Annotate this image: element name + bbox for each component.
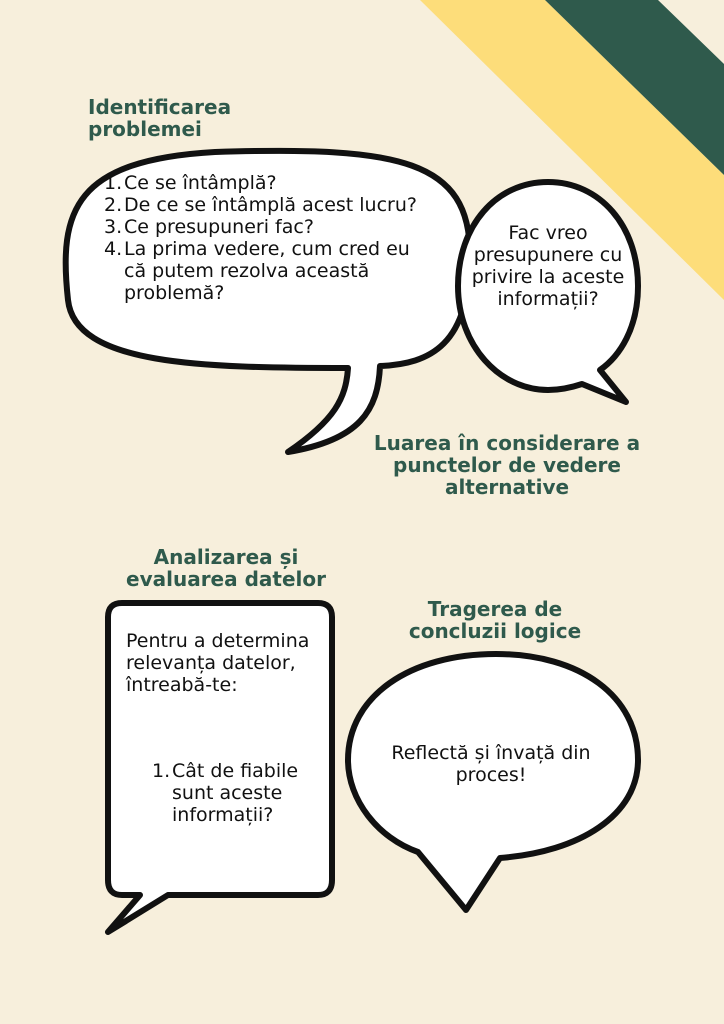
heading-analyze-data: Analizarea și evaluarea datelor	[126, 545, 326, 591]
list-item: 4. La prima vedere, cum cred eu că putem rezolva această problemă?	[104, 238, 410, 304]
list-item: 3. Ce presupuneri fac?	[104, 216, 314, 238]
analyze-questions-list	[152, 760, 324, 826]
heading-alternative-viewpoints: Luarea în considerare a punctelor de vedere alternative	[373, 431, 641, 499]
list-item: 2. De ce se întâmplă acest lucru?	[104, 194, 417, 216]
list-item: 1. Cât de fiabile sunt aceste informații?	[152, 760, 299, 826]
alternatives-bubble-text: Fac vreo presupunere cu privire la aceste informații?	[471, 222, 625, 310]
heading-logical-conclusions: Tragerea de concluzii logice	[408, 597, 582, 643]
analyze-intro-text: Pentru a determina relevanța datelor, întreabă-te:	[126, 630, 310, 696]
identify-questions-list	[104, 172, 434, 304]
heading-identify-problem: Identificarea problemei	[88, 95, 232, 141]
list-item: 1. Ce se întâmplă?	[104, 172, 277, 194]
conclusions-bubble-text: Reflectă și învață din proces!	[391, 742, 591, 786]
